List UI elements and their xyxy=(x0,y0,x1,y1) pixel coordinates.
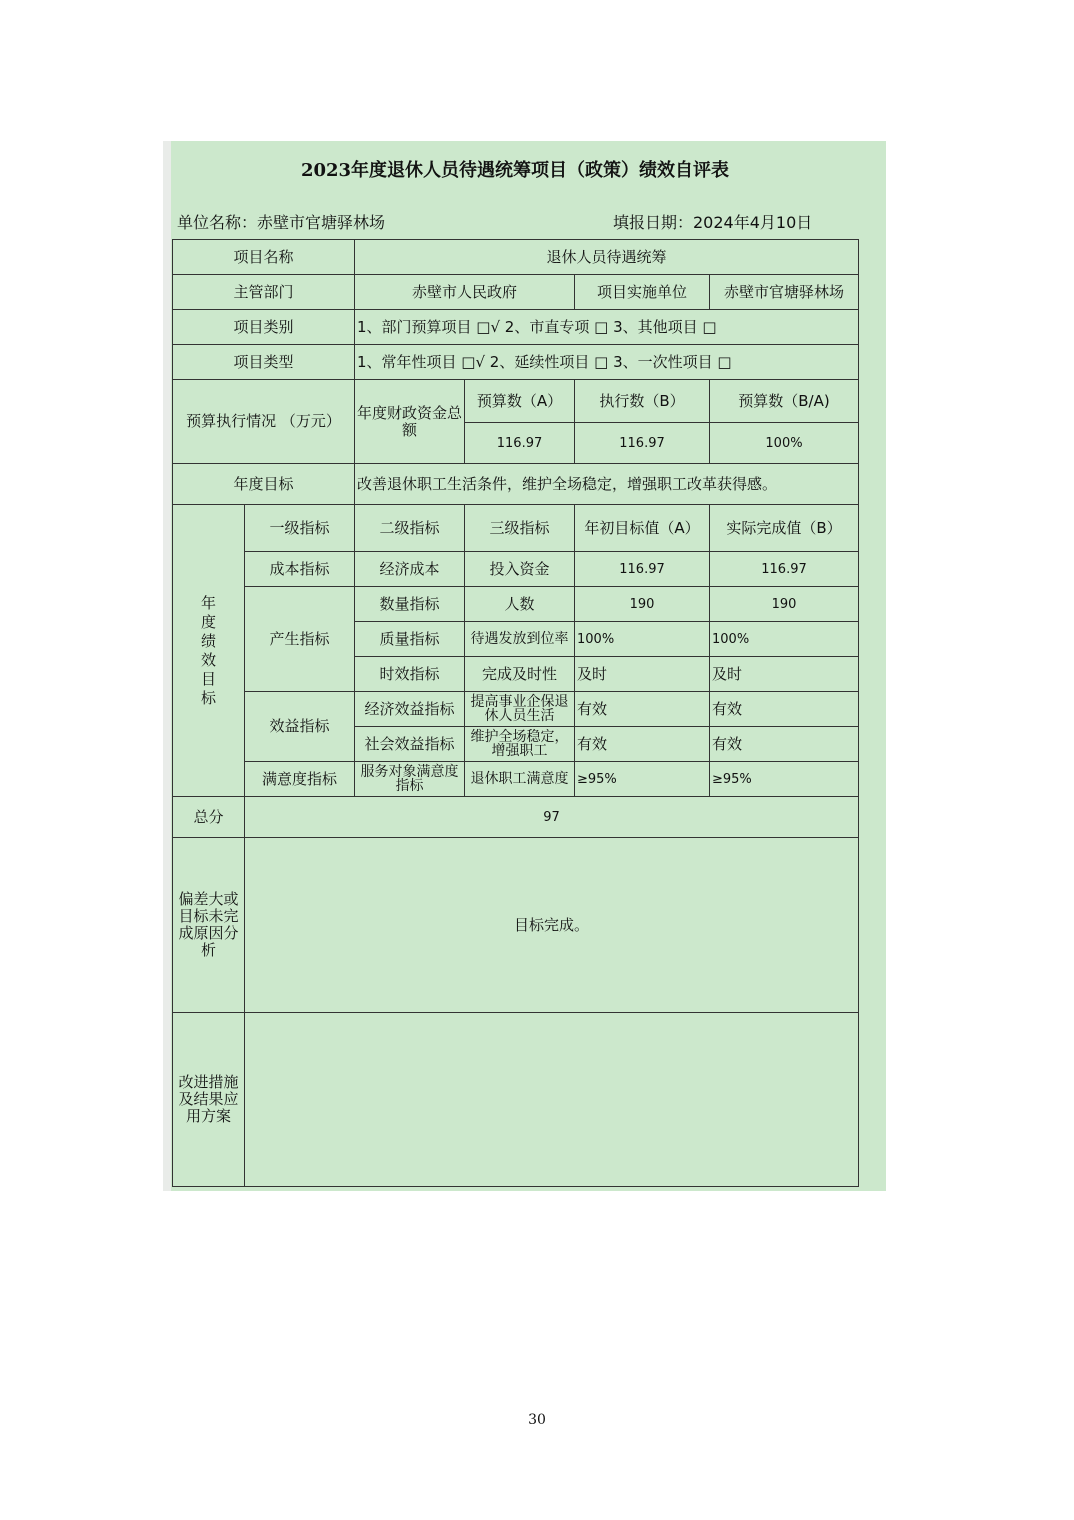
label-annual-funds: 年度财政资金总额 xyxy=(355,380,465,464)
timely-a: 及时 xyxy=(575,657,710,692)
benefit-l1: 效益指标 xyxy=(245,692,355,762)
value-project-name: 退休人员待遇统筹 xyxy=(355,240,859,275)
qty-l3: 人数 xyxy=(465,587,575,622)
cost-b: 116.97 xyxy=(710,552,859,587)
sheet-edge xyxy=(163,141,171,1191)
header-ratio: 预算数（B/A) xyxy=(710,380,859,423)
quality-l2: 质量指标 xyxy=(355,622,465,657)
timely-l2: 时效指标 xyxy=(355,657,465,692)
timely-b: 及时 xyxy=(710,657,859,692)
label-type: 项目类型 xyxy=(173,345,355,380)
output-l1: 产生指标 xyxy=(245,587,355,692)
social-l3: 维护全场稳定，增强职工 xyxy=(465,727,575,762)
header-exec-b: 执行数（B） xyxy=(575,380,710,423)
cost-l2: 经济成本 xyxy=(355,552,465,587)
label-perf-goal xyxy=(173,505,245,797)
fill-date: 填报日期：2024年4月10日 xyxy=(613,213,813,232)
social-l2: 社会效益指标 xyxy=(355,727,465,762)
qty-l2: 数量指标 xyxy=(355,587,465,622)
perf-goal-text: 年度绩效目标 xyxy=(200,593,216,707)
header-level2: 二级指标 xyxy=(355,505,465,552)
header-level1: 一级指标 xyxy=(245,505,355,552)
form-title: 2023年度退休人员待遇统筹项目（政策）绩效自评表 xyxy=(300,160,730,181)
header-level3: 三级指标 xyxy=(465,505,575,552)
label-deviation: 偏差大或目标未完成原因分析 xyxy=(173,838,245,1013)
quality-a: 100% xyxy=(575,622,710,657)
qty-a: 190 xyxy=(575,587,710,622)
label-impl-unit: 项目实施单位 xyxy=(575,275,710,310)
label-project-name: 项目名称 xyxy=(173,240,355,275)
social-a: 有效 xyxy=(575,727,710,762)
value-budget-a: 116.97 xyxy=(465,423,575,464)
header-target-a: 年初目标值（A） xyxy=(575,505,710,552)
value-impl-unit: 赤壁市官塘驿林场 xyxy=(710,275,859,310)
satisfaction-b: ≥95% xyxy=(710,762,859,797)
label-supervisor: 主管部门 xyxy=(173,275,355,310)
value-type: 1、常年性项目 □√ 2、延续性项目 □ 3、一次性项目 □ xyxy=(355,345,859,380)
value-supervisor: 赤壁市人民政府 xyxy=(355,275,575,310)
value-ratio: 100% xyxy=(710,423,859,464)
satisfaction-l1: 满意度指标 xyxy=(245,762,355,797)
econ-a: 有效 xyxy=(575,692,710,727)
value-deviation: 目标完成。 xyxy=(245,838,859,1013)
label-budget: 预算执行情况 （万元） xyxy=(173,380,355,464)
label-improve: 改进措施及结果应用方案 xyxy=(173,1013,245,1187)
evaluation-table xyxy=(172,239,859,1187)
econ-l2: 经济效益指标 xyxy=(355,692,465,727)
label-annual-goal: 年度目标 xyxy=(173,464,355,505)
page-number: 30 xyxy=(528,1412,546,1428)
quality-b: 100% xyxy=(710,622,859,657)
label-total: 总分 xyxy=(173,797,245,838)
value-total: 97 xyxy=(245,797,859,838)
value-exec-b: 116.97 xyxy=(575,423,710,464)
header-actual-b: 实际完成值（B） xyxy=(710,505,859,552)
cost-l3: 投入资金 xyxy=(465,552,575,587)
cost-l1: 成本指标 xyxy=(245,552,355,587)
satisfaction-l3: 退休职工满意度 xyxy=(465,762,575,797)
satisfaction-a: ≥95% xyxy=(575,762,710,797)
quality-l3: 待遇发放到位率 xyxy=(465,622,575,657)
header-budget-a: 预算数（A） xyxy=(465,380,575,423)
econ-l3: 提高事业企保退休人员生活 xyxy=(465,692,575,727)
social-b: 有效 xyxy=(710,727,859,762)
cost-a: 116.97 xyxy=(575,552,710,587)
timely-l3: 完成及时性 xyxy=(465,657,575,692)
value-category: 1、部门预算项目 □√ 2、市直专项 □ 3、其他项目 □ xyxy=(355,310,859,345)
econ-b: 有效 xyxy=(710,692,859,727)
value-improve xyxy=(245,1013,859,1187)
label-category: 项目类别 xyxy=(173,310,355,345)
satisfaction-l2: 服务对象满意度指标 xyxy=(355,762,465,797)
value-annual-goal: 改善退休职工生活条件，维护全场稳定，增强职工改革获得感。 xyxy=(355,464,859,505)
unit-name: 单位名称：赤壁市官塘驿林场 xyxy=(177,213,386,232)
qty-b: 190 xyxy=(710,587,859,622)
